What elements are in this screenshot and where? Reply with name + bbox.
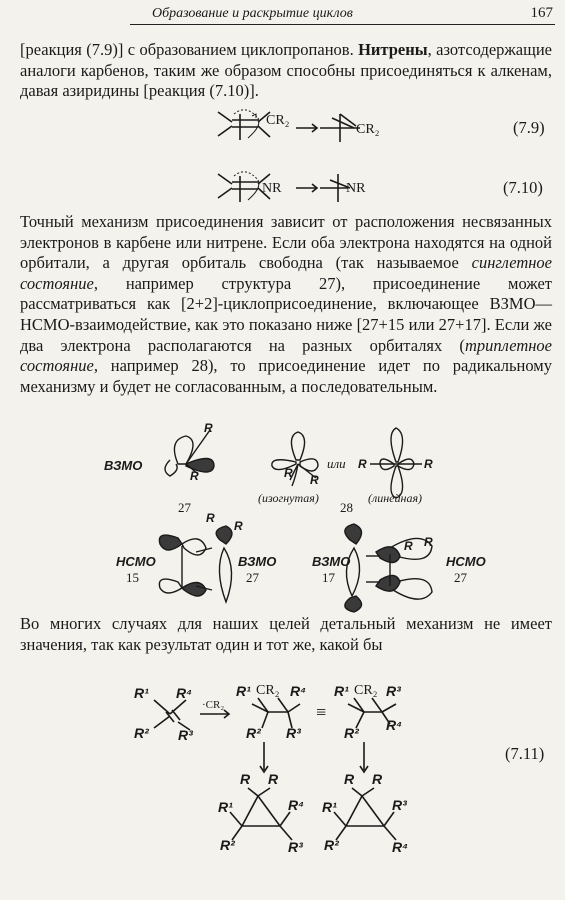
r-17a: R [404,539,413,553]
cp1-r-a: R [240,771,251,787]
label-27-mid: 27 [246,570,259,585]
r-28c: R [358,457,367,471]
orbital-figure-28-linear [370,428,422,498]
paragraph-mechanism [20,212,552,397]
r-28b: R [310,473,319,487]
label-15: 15 [126,570,139,585]
para2-text-c: например 28), то присоединение идет по радикальному механизму и будет не согласованным, а последовательным. [20,356,552,396]
int1-r3: R³ [286,725,301,741]
eq710-product: NR [346,181,366,196]
label-bent: (изогнутая) [258,491,319,505]
int1-r4: R⁴ [290,683,307,699]
r-28a: R [284,466,293,480]
paragraph-result: Во многих случаях для наших целей детальный механизм не имеет значения, так как результат один и тот же, какой бы [20,614,552,654]
cp2-r3: R³ [392,797,407,813]
cp1-r1: R¹ [218,799,233,815]
label-vzmo-mid: ВЗМО [238,554,277,569]
r-17b: R [424,535,433,549]
term-triplet: триплетное состояние, [20,335,552,376]
cp2-r-a: R [344,771,355,787]
r-27a: R [190,469,199,483]
para1-text-b: , азотсодержащие аналоги карбенов, таким же образом способны присоединяться к алкенам, давая азиридины [реакция (7.10)]. [20,40,552,101]
equiv-sign: ≡ [316,702,327,722]
label-vzmo-right: ВЗМО [312,554,351,569]
r-15b: R [234,519,243,533]
reaction-7-11 [154,698,396,840]
para2-text-b: , например структура 27), присоединение может рассматриваться как [2+2]-циклоприсоединение, включающее ВЗМО—НСМО-взаимодействие, как это показано ниже [27+15 или 27+17]. Если же два электрона располагаются на разных орбиталях ( [20,273,552,355]
label-27-top: 27 [178,500,191,515]
int1-r1: R¹ [236,683,251,699]
label-28: 28 [340,500,353,515]
r-15a: R [206,511,215,525]
equation-number-7-9: (7.9) [513,118,545,137]
term-nitrenes: Нитрены [358,40,428,59]
label-vzmo-27: ВЗМО [104,458,143,473]
alkene-r1: R¹ [134,685,149,701]
int2-r3: R³ [386,683,401,699]
cp2-r1: R¹ [322,799,337,815]
eq79-product: CR₂ [356,122,380,137]
cp2-r2: R² [324,837,339,853]
int2-r1: R¹ [334,683,349,699]
term-singlet: синглетное состояние [20,253,552,293]
label-17: 17 [322,570,335,585]
running-title: Образование и раскрытие циклов [152,6,353,21]
label-linear: (линейная) [368,491,423,505]
int1-r2: R² [246,725,261,741]
para1-text-a: [реакция (7.9)] с образованием циклопропанов. [20,40,359,59]
label-ili: или [327,456,346,471]
cp1-r-b: R [268,771,279,787]
equation-number-7-10: (7.10) [503,178,543,197]
label-hcmo-left: НСМО [116,554,156,569]
eq79-reagent: CR₂ [266,113,290,128]
cp2-r-b: R [372,771,383,787]
cp1-r2: R² [220,837,235,853]
orbital-interaction-17-27 [345,524,432,612]
cp1-r3: R³ [288,839,303,855]
reagent-cr2: ·CR₂ [202,699,225,711]
equation-number-7-11: (7.11) [505,744,545,763]
page-number: 167 [530,5,553,21]
cp1-r4: R⁴ [288,797,305,813]
r-27b: R [204,421,213,435]
alkene-r4: R⁴ [176,685,193,701]
label-27-right: 27 [454,570,467,585]
label-hcmo-right: НСМО [446,554,486,569]
orbital-interaction-15-27 [159,526,232,602]
int2-r2: R² [344,725,359,741]
r-28d: R [424,457,433,471]
alkene-r2: R² [134,725,149,741]
alkene-r3: R³ [178,727,193,743]
int2-cr2: CR₂ [354,683,378,698]
int2-r4: R⁴ [386,717,403,733]
para2-text-a: Точный механизм присоединения зависит от расположения несвязанных электронов в карбене или нитрене. Если оба электрона находятся на одной орбитали, а другая орбиталь свободна (так называемое [20,212,552,273]
eq710-reagent: NR [262,181,282,196]
int1-cr2: CR₂ [256,683,280,698]
cp2-r4: R⁴ [392,839,409,855]
reaction-7-10 [218,172,350,202]
